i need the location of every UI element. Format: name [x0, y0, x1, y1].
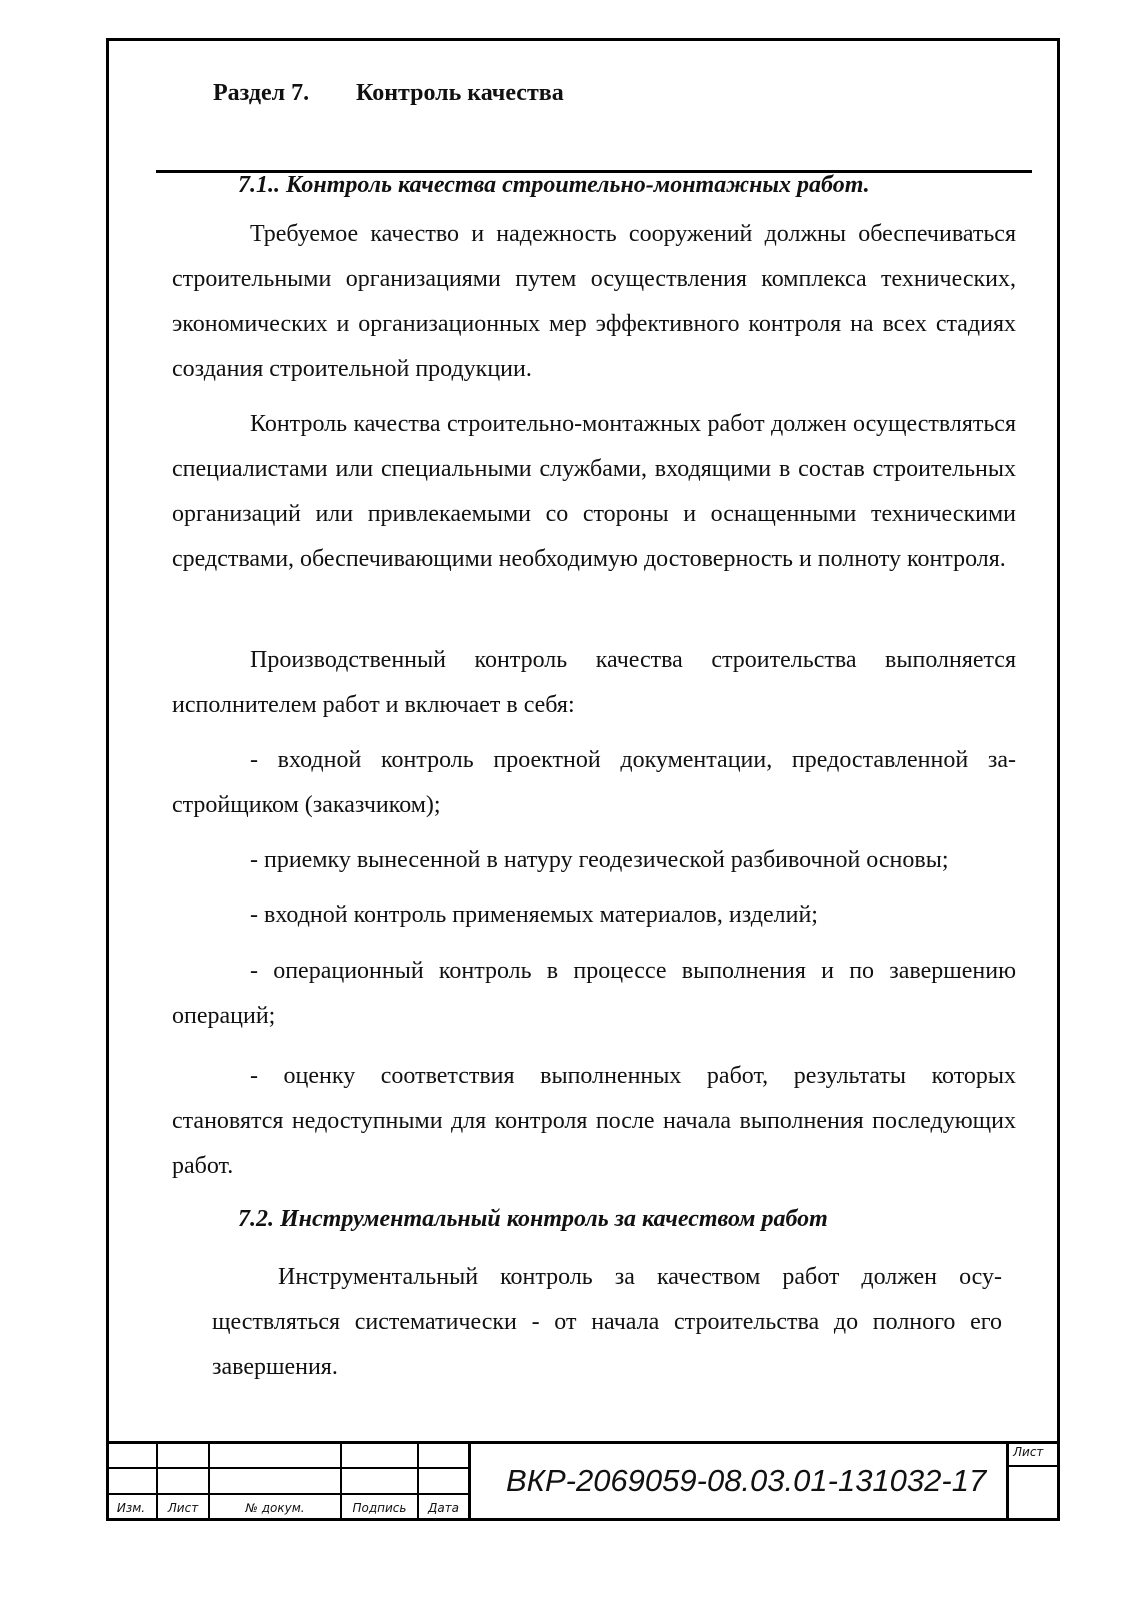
list-item-text: - входной контроль проектной документации, предоставленной застройщиком (заказчиком); — [172, 747, 1016, 818]
sheet-label: Лист — [1013, 1445, 1044, 1459]
label-signature: Подпись — [352, 1501, 407, 1515]
list-item — [172, 838, 1016, 883]
paragraph-text: Требуемое качество и надежность сооружений должны обеспечиваться строительными организациями путем осуществления комплекса технических, экономических и организационных мер эффективного контроля на всех стадиях создания строительной продукции. — [172, 221, 1016, 382]
list-item — [172, 949, 1016, 1039]
section-name: Контроль качества — [356, 80, 564, 106]
label-date: Дата — [427, 1501, 460, 1515]
list-item — [172, 738, 1016, 828]
subsection-heading-7-1: 7.1.. Контроль качества строительно-монтажных работ. — [238, 172, 870, 198]
label-izm: Изм. — [116, 1501, 146, 1515]
paragraph — [172, 402, 1016, 582]
paragraph-text: Контроль качества строительно-монтажных работ должен осуществляться специалистами или специальными службами, входящими в состав строительных организаций или привлекаемыми со стороны и оснащенными техническими средствами, обеспечивающими необходимую достоверность и полноту контроля. — [172, 411, 1016, 572]
title-block-row-line — [106, 1467, 470, 1469]
list-item-text: - операционный контроль в процессе выполнения и по завершению операций; — [172, 958, 1016, 1029]
list-item — [172, 893, 1016, 938]
title-block — [106, 1441, 1060, 1521]
sheet-box-line — [1006, 1441, 1009, 1521]
list-item-text: - приемку вынесенной в натуру геодезической разбивочной основы; — [250, 847, 949, 873]
section-title — [213, 80, 564, 107]
document-code: ВКР-2069059-08.03.01-131032-17 — [506, 1463, 987, 1498]
title-block-col-line — [468, 1441, 471, 1521]
label-doc-number: № докум. — [245, 1501, 305, 1515]
paragraph-text: Инструментальный контроль за качеством работ должен осуществляться систематически - от начала строительства до полного его завершения. — [212, 1264, 1002, 1380]
subsection-heading-7-2: 7.2. Инструментальный контроль за качеством работ — [238, 1206, 828, 1232]
section-number: Раздел 7. — [213, 80, 310, 106]
list-item-text: - оценку соответствия выполненных работ, результаты которых становятся недоступными для контроля после начала выполнения последующих работ. — [172, 1063, 1016, 1179]
paragraph — [172, 638, 1016, 728]
paragraph — [172, 212, 1016, 392]
list-item — [172, 1054, 1016, 1189]
title-block-border — [106, 1441, 1060, 1444]
list-item-text: - входной контроль применяемых материалов, изделий; — [250, 902, 818, 928]
sheet-box-line — [1006, 1465, 1060, 1467]
paragraph — [212, 1255, 1002, 1390]
paragraph-text: Производственный контроль качества строительства выполняется исполнителем работ и включает в себя: — [172, 647, 1016, 718]
label-list: Лист — [167, 1501, 199, 1515]
title-block-row-line — [106, 1493, 470, 1495]
